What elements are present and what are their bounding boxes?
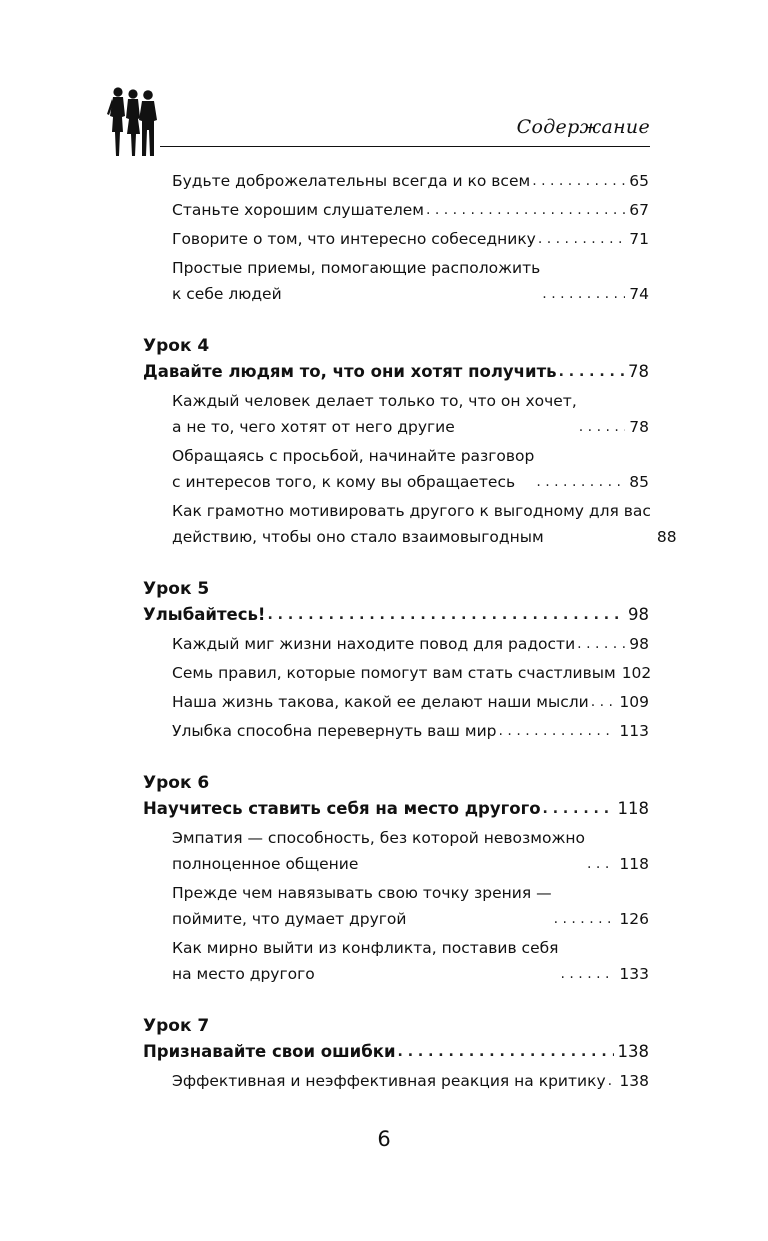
page-ref: 65 bbox=[629, 172, 649, 190]
section-title-line: с интересов того, к кому вы обращаетесь bbox=[172, 473, 516, 491]
toc-chapter-entry[interactable] bbox=[143, 796, 649, 822]
section-title-line: а не то, чего хотят от него другие bbox=[172, 418, 455, 436]
dot-leader bbox=[554, 906, 616, 932]
section-title-line: Наша жизнь такова, какой ее делают наши мысли bbox=[172, 693, 589, 711]
toc-section-entry[interactable] bbox=[143, 825, 649, 877]
toc-section-entry[interactable] bbox=[143, 443, 649, 495]
section-title-line: полноценное общение bbox=[172, 855, 359, 873]
page-ref: 98 bbox=[628, 605, 649, 624]
page-ref: 118 bbox=[617, 799, 649, 818]
section-title-line: на место другого bbox=[172, 965, 315, 983]
toc-section-entry[interactable] bbox=[143, 718, 649, 744]
toc-section-entry[interactable] bbox=[143, 660, 652, 686]
page-ref: 118 bbox=[619, 855, 649, 873]
dot-leader bbox=[559, 359, 624, 385]
chapter-title: Признавайте свои ошибки bbox=[143, 1042, 396, 1061]
dot-leader bbox=[398, 1039, 614, 1065]
section-title-line: Простые приемы, помогающие расположить bbox=[172, 259, 541, 277]
dot-leader bbox=[608, 1068, 616, 1094]
section-title-line: Обращаясь с просьбой, начинайте разговор bbox=[172, 447, 535, 465]
section-title-line: Как мирно выйти из конфликта, поставив себя bbox=[172, 939, 559, 957]
dot-leader bbox=[579, 414, 626, 440]
lesson-heading: Урок 7 bbox=[143, 1016, 210, 1036]
section-title-line: к себе людей bbox=[172, 285, 282, 303]
page-ref: 74 bbox=[629, 285, 649, 303]
section-title-line: Станьте хорошим слушателем bbox=[172, 201, 424, 219]
chapter-title: Улыбайтесь! bbox=[143, 605, 266, 624]
chapter-title: Давайте людям то, что они хотят получить bbox=[143, 362, 557, 381]
dot-leader bbox=[532, 168, 625, 194]
toc-section-entry[interactable] bbox=[143, 197, 649, 223]
dot-leader bbox=[577, 631, 625, 657]
section-title-line: Эмпатия — способность, без которой невозможно bbox=[172, 829, 586, 847]
toc-section-entry[interactable] bbox=[143, 226, 649, 252]
section-title-line: Эффективная и неэффективная реакция на критику bbox=[172, 1072, 606, 1090]
lesson-heading: Урок 6 bbox=[143, 773, 210, 793]
dot-leader bbox=[426, 197, 625, 223]
toc-section-entry[interactable] bbox=[143, 880, 649, 932]
toc-section-entry[interactable] bbox=[143, 498, 677, 550]
page-ref: 113 bbox=[619, 722, 649, 740]
page-ref: 126 bbox=[619, 910, 649, 928]
page-ref: 138 bbox=[619, 1072, 649, 1090]
dot-leader bbox=[267, 602, 624, 628]
toc-section-entry[interactable] bbox=[143, 255, 649, 307]
page-ref: 88 bbox=[656, 528, 677, 546]
page-ref: 133 bbox=[619, 965, 649, 983]
toc-chapter-entry[interactable] bbox=[143, 1039, 649, 1065]
section-title-line: поймите, что думает другой bbox=[172, 910, 407, 928]
section-title-line: Прежде чем навязывать свою точку зрения — bbox=[172, 884, 552, 902]
page-number: 6 bbox=[377, 1127, 391, 1151]
dot-leader bbox=[591, 689, 616, 715]
page-ref: 78 bbox=[628, 362, 649, 381]
dot-leader bbox=[543, 796, 614, 822]
toc-section-entry[interactable] bbox=[143, 689, 649, 715]
section-title-line: Семь правил, которые помогут вам стать счастливым bbox=[172, 664, 616, 682]
toc-section-entry[interactable] bbox=[143, 631, 649, 657]
header-title: Содержание bbox=[516, 116, 650, 138]
toc-section-entry[interactable] bbox=[143, 168, 649, 194]
page-ref: 67 bbox=[629, 201, 649, 219]
chapter-title: Научитесь ставить себя на место другого bbox=[143, 799, 541, 818]
dot-leader bbox=[538, 226, 625, 252]
page-ref: 102 bbox=[621, 664, 652, 682]
toc-chapter-entry[interactable] bbox=[143, 359, 649, 385]
section-title-line: Будьте доброжелательны всегда и ко всем bbox=[172, 172, 531, 190]
section-title-line: Каждый человек делает только то, что он хочет, bbox=[172, 392, 577, 410]
dot-leader bbox=[561, 961, 616, 987]
dot-leader bbox=[499, 718, 616, 744]
page-ref: 78 bbox=[629, 418, 649, 436]
header-divider bbox=[160, 146, 650, 147]
section-title-line: Как грамотно мотивировать другого к выгодному для вас bbox=[172, 502, 651, 520]
toc-section-entry[interactable] bbox=[143, 1068, 649, 1094]
dot-leader bbox=[542, 281, 625, 307]
dot-leader bbox=[587, 851, 615, 877]
business-people-silhouette-icon bbox=[104, 86, 162, 160]
toc-section-entry[interactable] bbox=[143, 935, 649, 987]
page-ref: 71 bbox=[629, 230, 649, 248]
section-title-line: Каждый миг жизни находите повод для радости bbox=[172, 635, 576, 653]
toc-chapter-entry[interactable] bbox=[143, 602, 649, 628]
page-ref: 98 bbox=[629, 635, 649, 653]
lesson-heading: Урок 5 bbox=[143, 579, 210, 599]
dot-leader bbox=[536, 469, 625, 495]
page-ref: 85 bbox=[629, 473, 649, 491]
toc-section-entry[interactable] bbox=[143, 388, 649, 440]
table-of-contents bbox=[143, 168, 677, 1094]
page-ref: 109 bbox=[619, 693, 649, 711]
section-title-line: Говорите о том, что интересно собеседнику bbox=[172, 230, 536, 248]
page-ref: 138 bbox=[617, 1042, 649, 1061]
lesson-heading: Урок 4 bbox=[143, 336, 210, 356]
section-title-line: действию, чтобы оно стало взаимовыгодным bbox=[172, 528, 544, 546]
section-title-line: Улыбка способна перевернуть ваш мир bbox=[172, 722, 497, 740]
